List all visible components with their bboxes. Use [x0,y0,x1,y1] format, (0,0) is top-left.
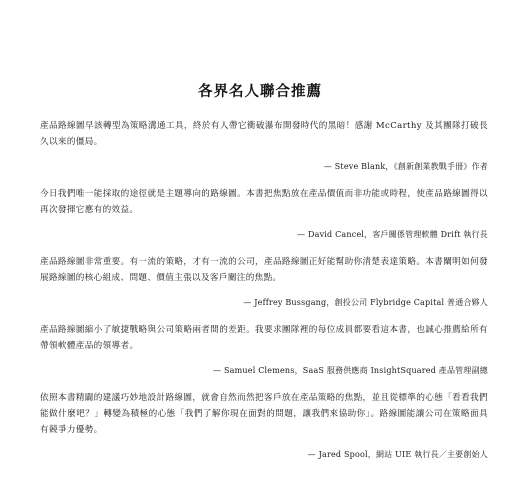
endorsement [40,322,488,377]
endorsement-attribution: — Jared Spool，網站 UIE 執行長／主要創始人 [307,450,488,459]
endorsement-quote: 依照本書精闢的建議巧妙地設計路線圖，就會自然而然把客戶放在產品策略的焦點，並且從標準的心態「看看我們能做什麼吧？」轉變為積極的心態「我們了解你現在面對的問題，讓我們來協助你」。路線圖能讓公司在策略面具有競爭力優勢。 [40,393,488,435]
endorsement-quote: 產品路線圖縮小了敏捷戰略與公司策略兩者間的差距。我要求團隊裡的每位成員都要看這本書，也誠心推薦給所有帶領軟體產品的領導者。 [40,325,488,351]
endorsement-attribution: — Jeffrey Bussgang，創投公司 Flybridge Capital 普通合夥人 [243,298,488,307]
endorsement-quote: 產品路線圖早該轉型為策略溝通工具，終於有人帶它衝破瀑布開發時代的黑暗！感謝 McCarthy 及其團隊打破長久以來的僵局。 [40,121,488,147]
endorsement-quote: 今日我們唯一能採取的途徑就是主題導向的路線圖。本書把焦點放在產品價值而非功能或時程，使產品路線圖得以再次發揮它應有的效益。 [40,189,488,215]
endorsement-attribution: — Samuel Clemens，SaaS 服務供應商 InsightSquared 產品管理副總 [213,366,488,375]
endorsement-attribution: — Steve Blank，《創新創業教戰手冊》作者 [323,162,488,171]
endorsement [40,254,488,309]
endorsement [40,186,488,241]
endorsement-attribution: — David Cancel，客戶關係管理軟體 Drift 執行長 [297,230,488,239]
endorsement-quote: 產品路線圖非常重要。有一流的策略，才有一流的公司，產品路線圖正好能幫助你清楚表達策略。本書闡明如何發展路線圖的核心組成、問題、價值主張以及客戶關注的焦點。 [40,257,488,283]
page-title: 各界名人聯合推薦 [198,84,322,100]
endorsement [40,118,488,173]
endorsement [40,390,488,461]
